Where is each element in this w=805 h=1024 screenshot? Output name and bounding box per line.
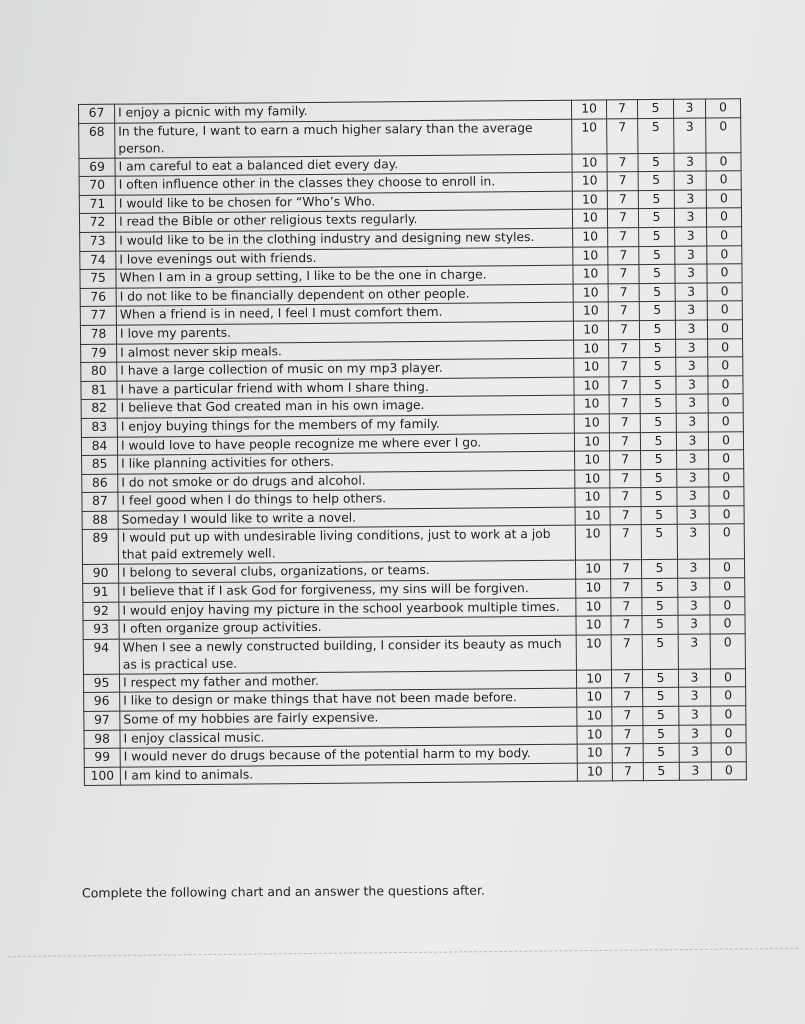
statement-text: When I see a newly constructed building, I consider its beauty as much as is practical use. (119, 635, 576, 674)
score-option-5[interactable]: 5 (642, 578, 678, 597)
score-option-10[interactable]: 10 (573, 265, 608, 284)
statement-text: I belong to several clubs, organizations, or teams. (119, 561, 576, 584)
score-option-5[interactable]: 5 (641, 488, 677, 507)
statement-text: I enjoy buying things for the members of my family. (117, 414, 574, 437)
score-option-10[interactable]: 10 (572, 172, 607, 191)
score-option-3[interactable]: 3 (678, 634, 710, 669)
statement-text: I do not smoke or do drugs and alcohol. (118, 470, 575, 493)
item-number: 89 (82, 530, 118, 565)
score-option-3[interactable]: 3 (677, 487, 709, 506)
statement-text: I enjoy classical music. (120, 726, 577, 749)
item-number: 98 (84, 730, 120, 749)
score-option-5[interactable]: 5 (638, 153, 674, 172)
score-option-5[interactable]: 5 (641, 469, 677, 488)
score-option-10[interactable]: 10 (572, 118, 607, 153)
item-number: 96 (84, 693, 120, 712)
score-option-0[interactable]: 0 (711, 762, 746, 781)
statement-text: I often influence other in the classes they choose to enroll in. (115, 172, 572, 195)
score-option-0[interactable]: 0 (708, 431, 743, 450)
score-option-3[interactable]: 3 (674, 208, 706, 227)
score-option-3[interactable]: 3 (678, 559, 710, 578)
score-option-7[interactable]: 7 (612, 707, 643, 726)
score-option-10[interactable]: 10 (574, 339, 609, 358)
statement-text: I feel good when I do things to help others. (118, 488, 575, 511)
statement-text: I have a particular friend with whom I share thing. (117, 377, 574, 400)
score-option-5[interactable]: 5 (643, 762, 679, 781)
score-option-0[interactable]: 0 (709, 524, 744, 559)
score-option-7[interactable]: 7 (610, 451, 641, 470)
instruction-text: Complete the following chart and an answer the questions after. (81, 882, 485, 901)
item-number: 81 (81, 381, 117, 400)
statement-text: I read the Bible or other religious texts regularly. (115, 210, 572, 233)
score-option-10[interactable]: 10 (577, 707, 612, 726)
score-option-5[interactable]: 5 (642, 616, 678, 635)
score-option-10[interactable]: 10 (573, 284, 608, 303)
statement-text: I respect my father and mother. (119, 670, 576, 693)
score-option-0[interactable]: 0 (706, 152, 741, 171)
score-option-0[interactable]: 0 (711, 743, 746, 762)
score-option-5[interactable]: 5 (640, 339, 676, 358)
score-option-0[interactable]: 0 (708, 357, 743, 376)
item-number: 100 (84, 767, 120, 786)
item-number: 92 (83, 602, 119, 621)
score-option-5[interactable]: 5 (642, 669, 678, 688)
item-number: 78 (80, 325, 116, 344)
score-option-5[interactable]: 5 (639, 302, 675, 321)
score-option-5[interactable]: 5 (643, 743, 679, 762)
score-option-0[interactable]: 0 (708, 338, 743, 357)
score-option-3[interactable]: 3 (679, 762, 711, 781)
score-option-3[interactable]: 3 (674, 118, 706, 153)
score-option-3[interactable]: 3 (677, 506, 709, 525)
statement-text: I have a large collection of music on my mp3 player. (117, 358, 574, 381)
item-number: 84 (81, 437, 117, 456)
score-option-5[interactable]: 5 (642, 634, 678, 669)
score-option-3[interactable]: 3 (676, 339, 708, 358)
score-option-3[interactable]: 3 (678, 669, 710, 688)
score-option-5[interactable]: 5 (638, 190, 674, 209)
score-option-0[interactable]: 0 (707, 320, 742, 339)
score-option-10[interactable]: 10 (575, 451, 610, 470)
score-option-5[interactable]: 5 (642, 560, 678, 579)
score-option-10[interactable]: 10 (574, 358, 609, 377)
score-option-3[interactable]: 3 (674, 190, 706, 209)
item-number: 93 (83, 620, 119, 639)
score-option-5[interactable]: 5 (639, 264, 675, 283)
score-option-7[interactable]: 7 (611, 634, 642, 669)
item-number: 85 (82, 455, 118, 474)
score-option-7[interactable]: 7 (607, 172, 638, 191)
item-number: 73 (80, 232, 116, 251)
item-number: 68 (79, 123, 115, 158)
score-option-3[interactable]: 3 (673, 99, 705, 118)
score-option-10[interactable]: 10 (575, 507, 610, 526)
statement-text: I would like to be in the clothing industry and designing new styles. (116, 228, 573, 251)
score-option-0[interactable]: 0 (706, 117, 741, 152)
answer-line (8, 948, 798, 957)
statement-text: I believe that God created man in his own image. (117, 395, 574, 418)
score-option-7[interactable]: 7 (612, 725, 643, 744)
score-option-7[interactable]: 7 (609, 376, 640, 395)
statement-text: I like to design or make things that have not been made before. (120, 689, 577, 712)
score-option-10[interactable]: 10 (575, 488, 610, 507)
survey-table (78, 98, 747, 786)
score-option-7[interactable]: 7 (609, 339, 640, 358)
score-option-3[interactable]: 3 (678, 615, 710, 634)
score-option-5[interactable]: 5 (638, 209, 674, 228)
score-option-7[interactable]: 7 (610, 506, 641, 525)
table-row (79, 117, 741, 158)
score-option-7[interactable]: 7 (610, 488, 641, 507)
score-option-0[interactable]: 0 (709, 559, 744, 578)
score-option-0[interactable]: 0 (711, 687, 746, 706)
item-number: 87 (82, 492, 118, 511)
score-option-0[interactable]: 0 (707, 301, 742, 320)
statement-text: I believe that if I ask God for forgiveness, my sins will be forgiven. (119, 579, 576, 602)
score-option-0[interactable]: 0 (709, 506, 744, 525)
score-option-5[interactable]: 5 (641, 450, 677, 469)
score-option-10[interactable]: 10 (575, 525, 610, 560)
item-number: 79 (81, 344, 117, 363)
item-number: 77 (80, 307, 116, 326)
score-option-5[interactable]: 5 (640, 357, 676, 376)
score-option-0[interactable]: 0 (710, 634, 745, 669)
score-option-7[interactable]: 7 (611, 560, 642, 579)
score-option-5[interactable]: 5 (641, 525, 677, 560)
score-option-7[interactable]: 7 (607, 190, 638, 209)
score-option-3[interactable]: 3 (677, 450, 709, 469)
score-option-7[interactable]: 7 (609, 358, 640, 377)
score-option-7[interactable]: 7 (607, 118, 638, 153)
score-option-10[interactable]: 10 (572, 209, 607, 228)
score-option-0[interactable]: 0 (707, 227, 742, 246)
score-option-7[interactable]: 7 (608, 302, 639, 321)
item-number: 91 (83, 583, 119, 602)
score-option-7[interactable]: 7 (612, 688, 643, 707)
score-option-10[interactable]: 10 (576, 579, 611, 598)
statement-text: I would enjoy having my picture in the school yearbook multiple times. (119, 598, 576, 621)
item-number: 88 (82, 511, 118, 530)
score-option-7[interactable]: 7 (611, 669, 642, 688)
score-option-10[interactable]: 10 (572, 191, 607, 210)
score-option-3[interactable]: 3 (677, 524, 709, 559)
score-option-10[interactable]: 10 (573, 246, 608, 265)
score-option-7[interactable]: 7 (608, 228, 639, 247)
score-option-10[interactable]: 10 (576, 635, 611, 670)
score-option-7[interactable]: 7 (608, 246, 639, 265)
score-option-5[interactable]: 5 (640, 432, 676, 451)
table-row (83, 634, 745, 675)
score-option-10[interactable]: 10 (574, 414, 609, 433)
item-number: 82 (81, 399, 117, 418)
score-option-7[interactable]: 7 (612, 744, 643, 763)
score-option-7[interactable]: 7 (607, 209, 638, 228)
item-number: 72 (79, 214, 115, 233)
score-option-7[interactable]: 7 (608, 283, 639, 302)
score-option-3[interactable]: 3 (675, 283, 707, 302)
score-option-5[interactable]: 5 (640, 376, 676, 395)
score-option-7[interactable]: 7 (609, 414, 640, 433)
statement-text: I do not like to be financially dependent on other people. (116, 284, 573, 307)
score-option-7[interactable]: 7 (608, 265, 639, 284)
statement-text: I almost never skip meals. (117, 340, 574, 363)
statement-text: I love my parents. (116, 321, 573, 344)
item-number: 70 (79, 176, 115, 195)
score-option-7[interactable]: 7 (609, 395, 640, 414)
score-option-3[interactable]: 3 (674, 171, 706, 190)
score-option-0[interactable]: 0 (705, 99, 740, 118)
score-option-10[interactable]: 10 (576, 598, 611, 617)
score-option-3[interactable]: 3 (675, 264, 707, 283)
score-option-3[interactable]: 3 (679, 725, 711, 744)
score-option-10[interactable]: 10 (577, 763, 612, 782)
item-number: 76 (80, 288, 116, 307)
item-number: 83 (81, 418, 117, 437)
score-option-7[interactable]: 7 (611, 616, 642, 635)
item-number: 71 (79, 195, 115, 214)
score-option-10[interactable]: 10 (576, 560, 611, 579)
item-number: 90 (83, 565, 119, 584)
score-option-0[interactable]: 0 (708, 413, 743, 432)
item-number: 74 (80, 251, 116, 270)
item-number: 94 (83, 639, 119, 674)
score-option-5[interactable]: 5 (641, 506, 677, 525)
score-option-0[interactable]: 0 (709, 468, 744, 487)
score-option-0[interactable]: 0 (708, 394, 743, 413)
score-option-7[interactable]: 7 (610, 525, 641, 560)
score-option-0[interactable]: 0 (711, 724, 746, 743)
score-option-7[interactable]: 7 (608, 321, 639, 340)
score-option-0[interactable]: 0 (710, 596, 745, 615)
score-option-3[interactable]: 3 (676, 413, 708, 432)
item-number: 95 (83, 674, 119, 693)
score-option-3[interactable]: 3 (674, 153, 706, 172)
score-option-10[interactable]: 10 (576, 670, 611, 689)
statement-text: In the future, I want to earn a much higher salary than the average person. (115, 119, 572, 158)
score-option-3[interactable]: 3 (675, 246, 707, 265)
item-number: 67 (79, 104, 115, 123)
statement-text: I am kind to animals. (120, 763, 577, 786)
score-option-0[interactable]: 0 (706, 189, 741, 208)
score-option-5[interactable]: 5 (642, 597, 678, 616)
statement-text: I would never do drugs because of the potential harm to my body. (120, 744, 577, 767)
score-option-0[interactable]: 0 (707, 282, 742, 301)
score-option-5[interactable]: 5 (643, 725, 679, 744)
item-number: 75 (80, 269, 116, 288)
score-option-7[interactable]: 7 (606, 100, 637, 119)
score-option-3[interactable]: 3 (679, 706, 711, 725)
score-option-3[interactable]: 3 (675, 301, 707, 320)
score-option-5[interactable]: 5 (639, 227, 675, 246)
score-option-3[interactable]: 3 (677, 469, 709, 488)
score-option-0[interactable]: 0 (707, 245, 742, 264)
statement-text: I enjoy a picnic with my family. (115, 100, 572, 123)
score-option-10[interactable]: 10 (573, 302, 608, 321)
score-option-10[interactable]: 10 (574, 377, 609, 396)
item-number: 86 (82, 474, 118, 493)
score-option-5[interactable]: 5 (637, 99, 673, 118)
score-option-5[interactable]: 5 (638, 118, 674, 153)
score-option-10[interactable]: 10 (576, 616, 611, 635)
score-option-7[interactable]: 7 (612, 762, 643, 781)
score-option-3[interactable]: 3 (678, 597, 710, 616)
score-option-0[interactable]: 0 (709, 450, 744, 469)
score-option-7[interactable]: 7 (611, 579, 642, 598)
statement-text: I would love to have people recognize me where ever I go. (117, 433, 574, 456)
score-option-10[interactable]: 10 (573, 321, 608, 340)
score-option-0[interactable]: 0 (708, 375, 743, 394)
score-option-0[interactable]: 0 (707, 264, 742, 283)
statement-text: When I am in a group setting, I like to be the one in charge. (116, 265, 573, 288)
score-option-10[interactable]: 10 (577, 725, 612, 744)
score-option-0[interactable]: 0 (710, 615, 745, 634)
score-option-5[interactable]: 5 (639, 246, 675, 265)
score-option-3[interactable]: 3 (676, 376, 708, 395)
statement-text: Some of my hobbies are fairly expensive. (120, 707, 577, 730)
score-option-0[interactable]: 0 (711, 706, 746, 725)
score-option-7[interactable]: 7 (611, 597, 642, 616)
score-option-10[interactable]: 10 (574, 432, 609, 451)
statement-text: I would put up with undesirable living conditions, just to work at a job that paid extremely well. (118, 526, 575, 565)
score-option-5[interactable]: 5 (638, 171, 674, 190)
score-option-5[interactable]: 5 (640, 413, 676, 432)
statement-text: I am careful to eat a balanced diet every day. (115, 154, 572, 177)
score-option-10[interactable]: 10 (575, 470, 610, 489)
item-number: 80 (81, 362, 117, 381)
score-option-7[interactable]: 7 (610, 469, 641, 488)
item-number: 97 (84, 711, 120, 730)
score-option-0[interactable]: 0 (706, 208, 741, 227)
score-option-5[interactable]: 5 (640, 395, 676, 414)
statement-text: I would like to be chosen for “Who’s Who. (115, 191, 572, 214)
score-option-5[interactable]: 5 (639, 283, 675, 302)
score-option-5[interactable]: 5 (643, 706, 679, 725)
score-option-3[interactable]: 3 (676, 394, 708, 413)
item-number: 69 (79, 158, 115, 177)
score-option-5[interactable]: 5 (639, 320, 675, 339)
statement-text: I like planning activities for others. (118, 451, 575, 474)
table-row (82, 524, 744, 565)
statement-text: When a friend is in need, I feel I must comfort them. (116, 303, 573, 326)
statement-text: I love evenings out with friends. (116, 247, 573, 270)
score-option-10[interactable]: 10 (573, 228, 608, 247)
score-option-3[interactable]: 3 (676, 357, 708, 376)
statement-text: Someday I would like to write a novel. (118, 507, 575, 530)
score-option-10[interactable]: 10 (577, 744, 612, 763)
score-option-7[interactable]: 7 (609, 432, 640, 451)
statement-text: I often organize group activities. (119, 616, 576, 639)
score-option-0[interactable]: 0 (706, 171, 741, 190)
score-option-0[interactable]: 0 (710, 669, 745, 688)
score-option-3[interactable]: 3 (678, 578, 710, 597)
score-option-5[interactable]: 5 (643, 688, 679, 707)
item-number: 99 (84, 748, 120, 767)
score-option-3[interactable]: 3 (675, 227, 707, 246)
score-option-10[interactable]: 10 (571, 100, 606, 119)
score-option-3[interactable]: 3 (675, 320, 707, 339)
score-option-3[interactable]: 3 (679, 687, 711, 706)
score-option-10[interactable]: 10 (577, 688, 612, 707)
score-option-3[interactable]: 3 (676, 432, 708, 451)
score-option-10[interactable]: 10 (574, 395, 609, 414)
score-option-10[interactable]: 10 (572, 153, 607, 172)
score-option-3[interactable]: 3 (679, 743, 711, 762)
score-option-0[interactable]: 0 (710, 578, 745, 597)
survey-table-body (79, 99, 747, 786)
score-option-7[interactable]: 7 (607, 153, 638, 172)
score-option-0[interactable]: 0 (709, 487, 744, 506)
